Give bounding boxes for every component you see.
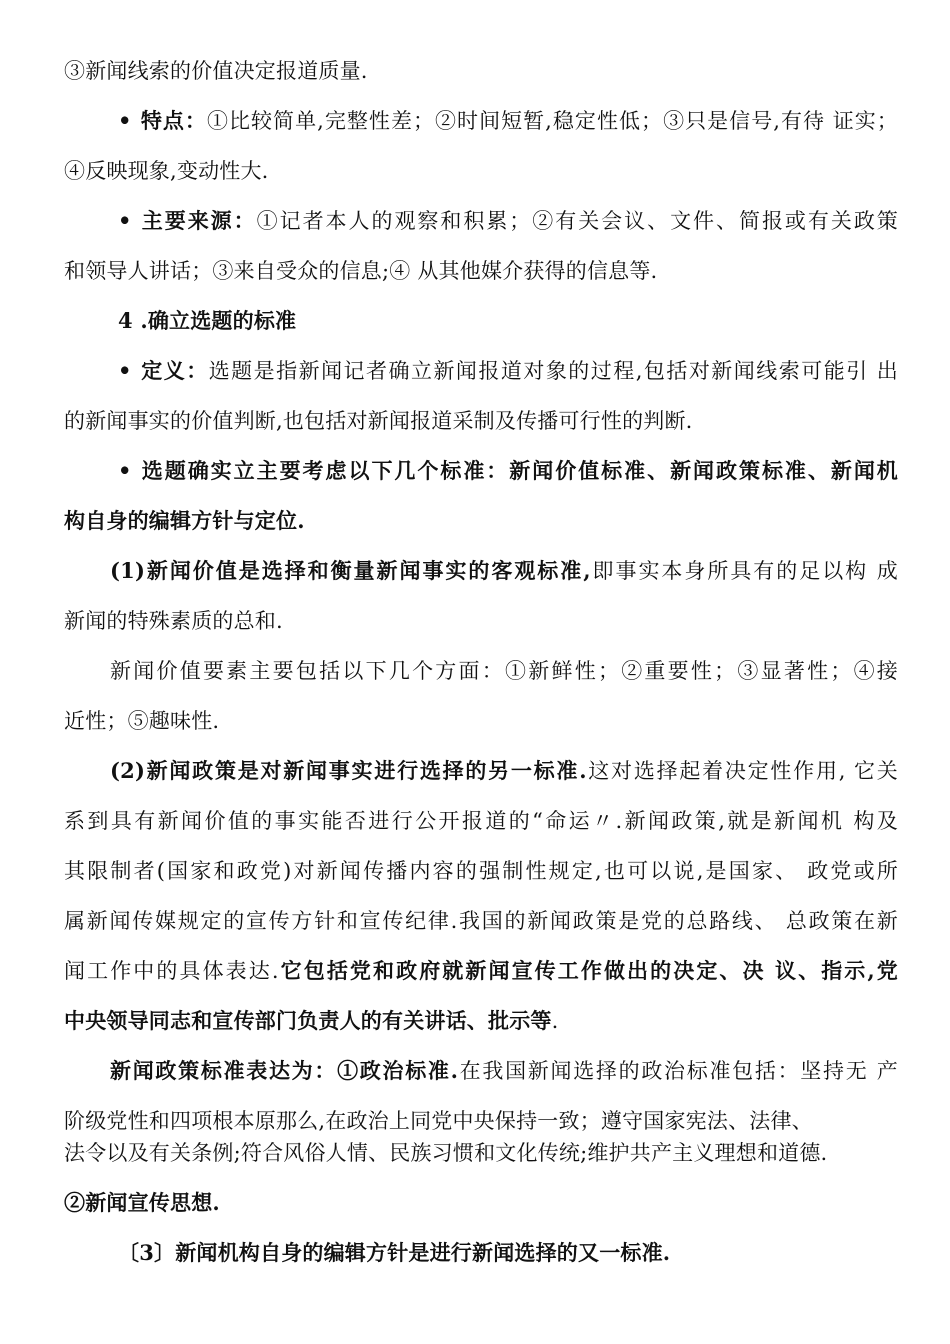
paragraph-news-policy: (2)新闻政策是对新闻事实进行选择的另一标准.这对选择起着决定性作用, 它关 (110, 758, 898, 783)
text-line: 的新闻事实的价值判断,也包括对新闻报道采制及传播可行性的判断. (64, 409, 693, 433)
list-item-standards: • 选题确实立主要考虑以下几个标准：新闻价值标准、新闻政策标准、新闻机 (118, 456, 898, 486)
text-line: 中央领导同志和宣传部门负责人的有关讲话、批示等. (64, 1008, 559, 1033)
text-line: ④反映现象,变动性大. (64, 159, 269, 183)
list-item-sources: • 主要来源：①记者本人的观察和积累；②有关会议、文件、简报或有关政策 (118, 206, 898, 236)
paragraph-editorial-policy: 〔3〕新闻机构自身的编辑方针是进行新闻选择的又一标准. (118, 1240, 671, 1265)
text-line: 构自身的编辑方针与定位. (64, 508, 305, 533)
text-line: 近性；⑤趣味性. (64, 709, 220, 733)
bullet-icon: • (118, 108, 132, 133)
section-heading: 4 .确立选题的标准 (118, 308, 297, 333)
paragraph-value-elements: 新闻价值要素主要包括以下几个方面：①新鲜性；②重要性；③显著性；④接 (110, 659, 898, 683)
bullet-icon: • (118, 358, 132, 383)
text-line: 系到具有新闻价值的事实能否进行公开报道的“命运〃.新闻政策,就是新闻机 构及 (64, 809, 898, 833)
list-item-features: • 特点：①比较简单,完整性差；②时间短暂,稳定性低；③只是信号,有待 证实； (118, 106, 898, 136)
bullet-icon: • (118, 208, 132, 233)
text-line: 闻工作中的具体表达.它包括党和政府就新闻宣传工作做出的决定、决 议、指示,党 (64, 958, 898, 983)
text-line: ③新闻线索的价值决定报道质量. (64, 59, 368, 83)
text-line: 和领导人讲话；③来自受众的信息;④ 从其他媒介获得的信息等. (64, 259, 658, 283)
bullet-icon: • (118, 458, 132, 483)
text-line: 法令以及有关条例;符合风俗人情、民族习惯和文化传统;维护共产主义理想和道德. (64, 1141, 828, 1165)
list-item-definition: • 定义：选题是指新闻记者确立新闻报道对象的过程,包括对新闻线索可能引 出 (118, 356, 898, 386)
text-line: 阶级党性和四项根本原那么,在政治上同党中央保持一致；遵守国家宪法、法律、 (64, 1109, 813, 1133)
text-line: ②新闻宣传思想. (64, 1190, 220, 1215)
text-line: 其限制者(国家和政党)对新闻传播内容的强制性规定,也可以说,是国家、 政党或所 (64, 859, 898, 883)
text-line: 属新闻传媒规定的宣传方针和宣传纪律.我国的新闻政策是党的总路线、 总政策在新 (64, 909, 898, 933)
paragraph-news-value: (1)新闻价值是选择和衡量新闻事实的客观标准,即事实本身所具有的足以构 成 (110, 558, 898, 583)
text-line: 新闻的特殊素质的总和. (64, 609, 283, 633)
paragraph-policy-standard: 新闻政策标准表达为：①政治标准.在我国新闻选择的政治标准包括：坚持无 产 (110, 1058, 898, 1083)
